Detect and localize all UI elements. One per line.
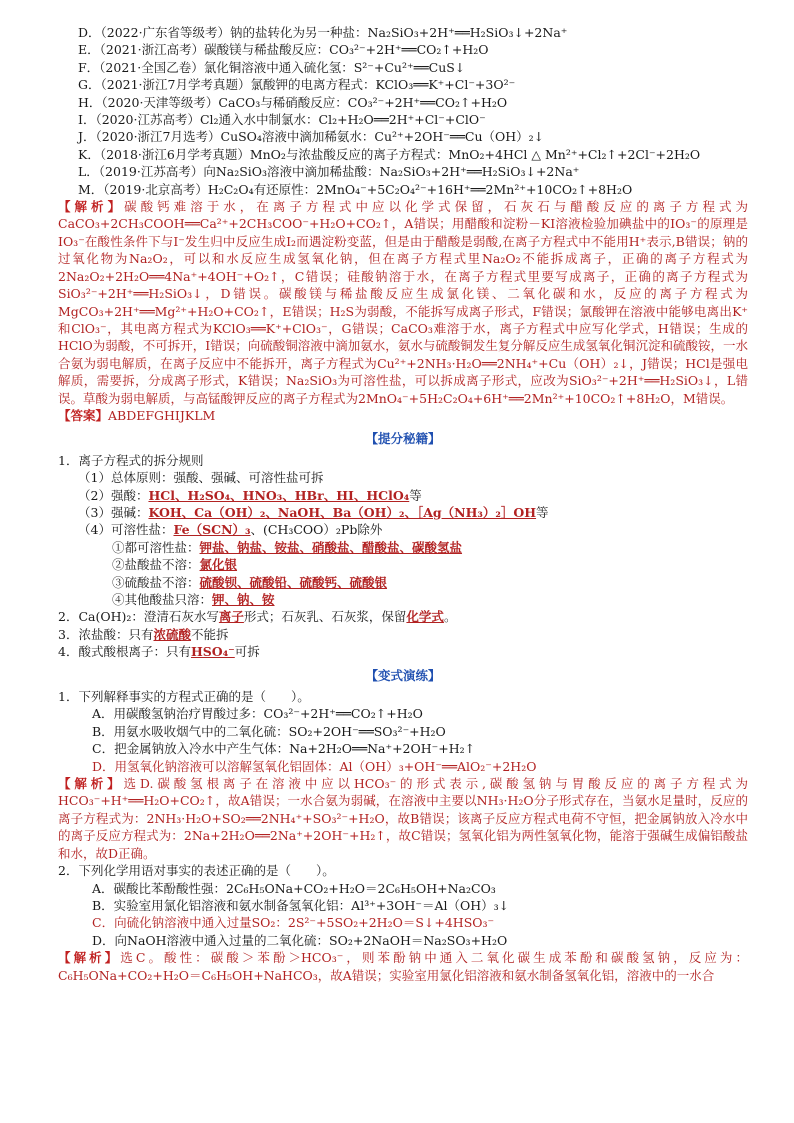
rule-hcl-suffix: 不能拆 (190, 626, 229, 642)
rule-4-suffix: 、(CH₃COO）₂Pb除外 (250, 522, 383, 538)
rule-caoh2-label: 2．Ca(OH)₂：澄清石灰水写 (58, 609, 219, 625)
question-1-option-d: D．用氢氧化钠溶液可以溶解氢氧化铝固体：Al（OH）₃+OH⁻══AlO₂⁻+2H₂O (92, 758, 537, 774)
rule-acid-salt-label: 4．酸式酸根离子：只有 (58, 644, 191, 660)
rule-hcl (58, 626, 748, 643)
item-f: F．（2021·全国乙卷）氯化铜溶液中通入硫化氢：S²⁻+Cu²⁺══CuS↓ (78, 59, 466, 75)
analysis-label: 【解析】 (58, 199, 125, 215)
rule-3-suffix: 等 (536, 504, 549, 520)
document-page (58, 24, 748, 984)
analysis-label: 【解析】 (58, 950, 121, 966)
section-heading-practice: 【变式演练】 (365, 667, 441, 683)
item-h: H．（2020·天津等级考）CaCO₃与稀硝酸反应：CO₃²⁻+2H⁺══CO₂↑+H₂O (78, 94, 508, 110)
rule-caoh2-highlight-ion: 离子 (218, 609, 244, 625)
subrule-2 (58, 556, 748, 573)
subrule-2-highlight: 氯化银 (199, 557, 238, 573)
rule-2-label: （2）强酸： (78, 487, 149, 503)
rule-hcl-highlight: 浓硫酸 (153, 626, 191, 642)
rule-4 (58, 521, 748, 538)
answer-text: ABDEFGHIJKLM (108, 407, 216, 423)
subrule-3-label: ③硫酸盐不溶： (112, 574, 200, 590)
rule-acid-salt-suffix: 可拆 (234, 644, 260, 660)
rule-1: （1）总体原则：强酸、强碱、可溶性盐可拆 (78, 470, 324, 486)
question-2-option-c: C．向硫化钠溶液中通入过量SO₂：2S²⁻+5SO₂+2H₂O＝S↓+4HSO₃⁻ (92, 915, 495, 931)
rule-3 (58, 504, 748, 521)
rule-4-label: （4）可溶性盐： (78, 522, 174, 538)
rule-caoh2-mid: 形式；石灰乳、石灰浆，保留 (243, 609, 407, 625)
analysis-text: 碳酸钙难溶于水，在离子方程式中应以化学式保留，石灰石与醋酸反应的离子方程式为CaCO₃+2CH₃COOH══Ca²⁺+2CH₃COO⁻+H₂O+CO₂↑，A错误；用醋酸和淀粉－KI溶液检验加碘盐中的IO₃⁻的原理是IO₃⁻在酸性条件下与I⁻发生归中反应生成I₂而遇淀粉变蓝，但是由于醋酸是弱酸,在离子方程式中不能用H⁺表示,B错误；钠的过氧化物为Na₂O₂，可以和水反应生成氢氧化钠，但在离子方程式里Na₂O₂不能拆成离子，正确的离子方程式为2Na₂O₂+2H₂O══4Na⁺+4OH⁻+O₂↑，C错误；硅酸钠溶于水，在离子方程式里要写成离子，正确的离子方程式为SiO₃²⁻+2H⁺══H₂SiO₃↓，D错误。碳酸镁与稀盐酸反应生成氯化镁、二氧化碳和水，反应的离子方程式为MgCO₃+2H⁺══Mg²⁺+H₂O+CO₂↑，E错误；H₂S为弱酸，不能拆写成离子形式，F错误；氯酸钾在溶液中能够电离出K⁺和ClO₃⁻，其电离方程式为KClO₃══K⁺+ClO₃⁻，G错误；CaCO₃难溶于水，离子方程式中应写化学式，H错误；生成的HClO为弱酸，不可拆开，I错误；向硫酸铜溶液中滴加氨水，氨水与硫酸铜发生复分解反应生成氢氧化铜沉淀和硫酸铵，一水合氨为弱电解质，在离子反应中不能拆开，离子方程式为Cu²⁺+2NH₃·H₂O══2NH₄⁺+Cu（OH）₂↓，J错误；HCl是强电解质，需要拆，分成离子形式，K错误；Na₂SiO₃为可溶性盐，可以拆成离子形式，应改为SiO₃²⁻+2H⁺══H₂SiO₃↓，L错误。草酸为弱电解质，与高锰酸钾反应的离子方程式为2MnO₄⁻+5H₂C₂O₄+6H⁺══2Mn²⁺+10CO₂↑+8H₂O，M错误。 (58, 199, 748, 406)
rule-caoh2-highlight-formula: 化学式 (406, 609, 444, 625)
item-k: K．（2018·浙江6月学考真题）MnO₂与浓盐酸反应的离子方程式：MnO₂+4HCl △ Mn²⁺+Cl₂↑+2Cl⁻+2H₂O (78, 146, 701, 162)
analysis-block-2 (58, 775, 748, 862)
subrule-2-label: ②盐酸盐不溶： (112, 557, 200, 573)
question-1-stem: 1．下列解释事实的方程式正确的是（ ）。 (58, 689, 310, 705)
item-i: I．（2020·江苏高考）Cl₂通入水中制氯水：Cl₂+H₂O══2H⁺+Cl⁻+ClO⁻ (78, 112, 486, 128)
answer-label: 【答案】 (58, 407, 109, 423)
rule-3-label: （3）强碱： (78, 504, 149, 520)
subrule-3-highlight: 硫酸钡、硫酸铅、硫酸钙、硫酸银 (199, 574, 388, 590)
subrule-1-label: ①都可溶性盐： (112, 539, 200, 555)
item-g: G．（2021·浙江7月学考真题）氯酸钾的电离方程式：KClO₃══K⁺+Cl⁻+3O²⁻ (78, 77, 516, 93)
analysis-label: 【解析】 (58, 776, 124, 792)
item-e: E．（2021·浙江高考）碳酸镁与稀盐酸反应：CO₃²⁻+2H⁺══CO₂↑+H₂O (78, 42, 489, 58)
analysis-block-1 (58, 198, 748, 407)
analysis-text: 选C。酸性：碳酸＞苯酚＞HCO₃⁻，则苯酚钠中通入二氧化碳生成苯酚和碳酸氢钠，反应为：C₆H₅ONa+CO₂+H₂O＝C₆H₅OH+NaHCO₃，故A错误；实验室用氯化铝溶液和氨水制备氢氧化铝，溶液中的一水合 (58, 950, 748, 983)
rule-hcl-label: 3．浓盐酸：只有 (58, 626, 154, 642)
subrule-1-highlight: 钾盐、钠盐、铵盐、硝酸盐、醋酸盐、碳酸氢盐 (199, 539, 463, 555)
rule-3-highlight: KOH、Ca（OH）₂、NaOH、Ba（OH）₂、［Ag（NH₃）₂］OH (148, 504, 537, 520)
question-2-option-b: B．实验室用氯化铝溶液和氨水制备氢氧化铝：Al³⁺+3OH⁻＝Al（OH）₃↓ (92, 897, 510, 913)
rule-2-highlight: HCl、H₂SO₄、HNO₃、HBr、HI、HClO₄ (148, 487, 410, 503)
subrule-4-highlight: 钾、钠、铵 (212, 592, 275, 607)
rule-acid-salt-highlight: HSO₄⁻ (190, 644, 235, 660)
analysis-block-3 (58, 949, 748, 984)
item-l: L．（2019·江苏高考）向Na₂SiO₃溶液中滴加稀盐酸：Na₂SiO₃+2H⁺══H₂SiO₃↓+2Na⁺ (78, 164, 580, 180)
question-2-option-d: D．向NaOH溶液中通入过量的二氧化硫：SO₂+2NaOH＝Na₂SO₃+H₂O (92, 932, 508, 948)
item-d: D．（2022·广东省等级考）钠的盐转化为另一种盐：Na₂SiO₃+2H⁺══H₂SiO₃↓+2Na⁺ (78, 25, 568, 40)
section-heading-tips: 【提分秘籍】 (365, 431, 441, 447)
question-2-option-a: A．碳酸比苯酚酸性强：2C₆H₅ONa+CO₂+H₂O＝2C₆H₅OH+Na₂CO₃ (92, 880, 496, 896)
question-1-option-a: A．用碳酸氢钠治疗胃酸过多：CO₃²⁻+2H⁺══CO₂↑+H₂O (92, 706, 423, 722)
rule-4-highlight: Fe（SCN）₃ (173, 522, 251, 538)
rule-2-suffix: 等 (409, 487, 422, 503)
rule-2 (58, 487, 748, 504)
subrule-4 (58, 591, 748, 608)
question-2-stem: 2．下列化学用语对事实的表述正确的是（ ）。 (58, 863, 335, 879)
subrule-3 (58, 574, 748, 591)
rule-caoh2 (58, 608, 748, 625)
rule-acid-salt (58, 643, 748, 660)
subrule-4-label: ④其他酸盐只溶： (112, 592, 213, 607)
question-1-option-c: C．把金属钠放入冷水中产生气体：Na+2H₂O══Na⁺+2OH⁻+H₂↑ (92, 741, 476, 757)
answer-block (58, 407, 748, 424)
analysis-text: 选D.碳酸氢根离子在溶液中应以HCO₃⁻的形式表示,碳酸氢钠与胃酸反应的离子方程式为HCO₃⁻+H⁺══H₂O+CO₂↑，故A错误；一水合氨为弱碱，在溶液中主要以NH₃·H₂O分子形式存在，当氨水足量时，反应的离子方程式为：2NH₃·H₂O+SO₂══2NH₄⁺+SO₃²⁻+H₂O，故B错误；该离子反应方程式电荷不守恒，把金属钠放入冷水中的离子反应方程式为：2Na+2H₂O══2Na⁺+2OH⁻+H₂↑，故C错误；氢氧化铝为两性氢氧化物，能溶于强碱生成偏铝酸盐和水，故D正确。 (58, 776, 748, 861)
question-1-option-b: B．用氨水吸收烟气中的二氧化硫：SO₂+2OH⁻══SO₃²⁻+H₂O (92, 723, 446, 739)
subrule-1 (58, 539, 748, 556)
item-j: J．（2020·浙江7月选考）CuSO₄溶液中滴加稀氨水：Cu²⁺+2OH⁻══Cu（OH）₂↓ (78, 129, 545, 145)
rules-title: 1．离子方程式的拆分规则 (58, 452, 204, 468)
rule-caoh2-suffix: 。 (443, 609, 457, 625)
item-m: M．（2019·北京高考）H₂C₂O₄有还原性：2MnO₄⁻+5C₂O₄²⁻+16H⁺══2Mn²⁺+10CO₂↑+8H₂O (78, 181, 633, 197)
